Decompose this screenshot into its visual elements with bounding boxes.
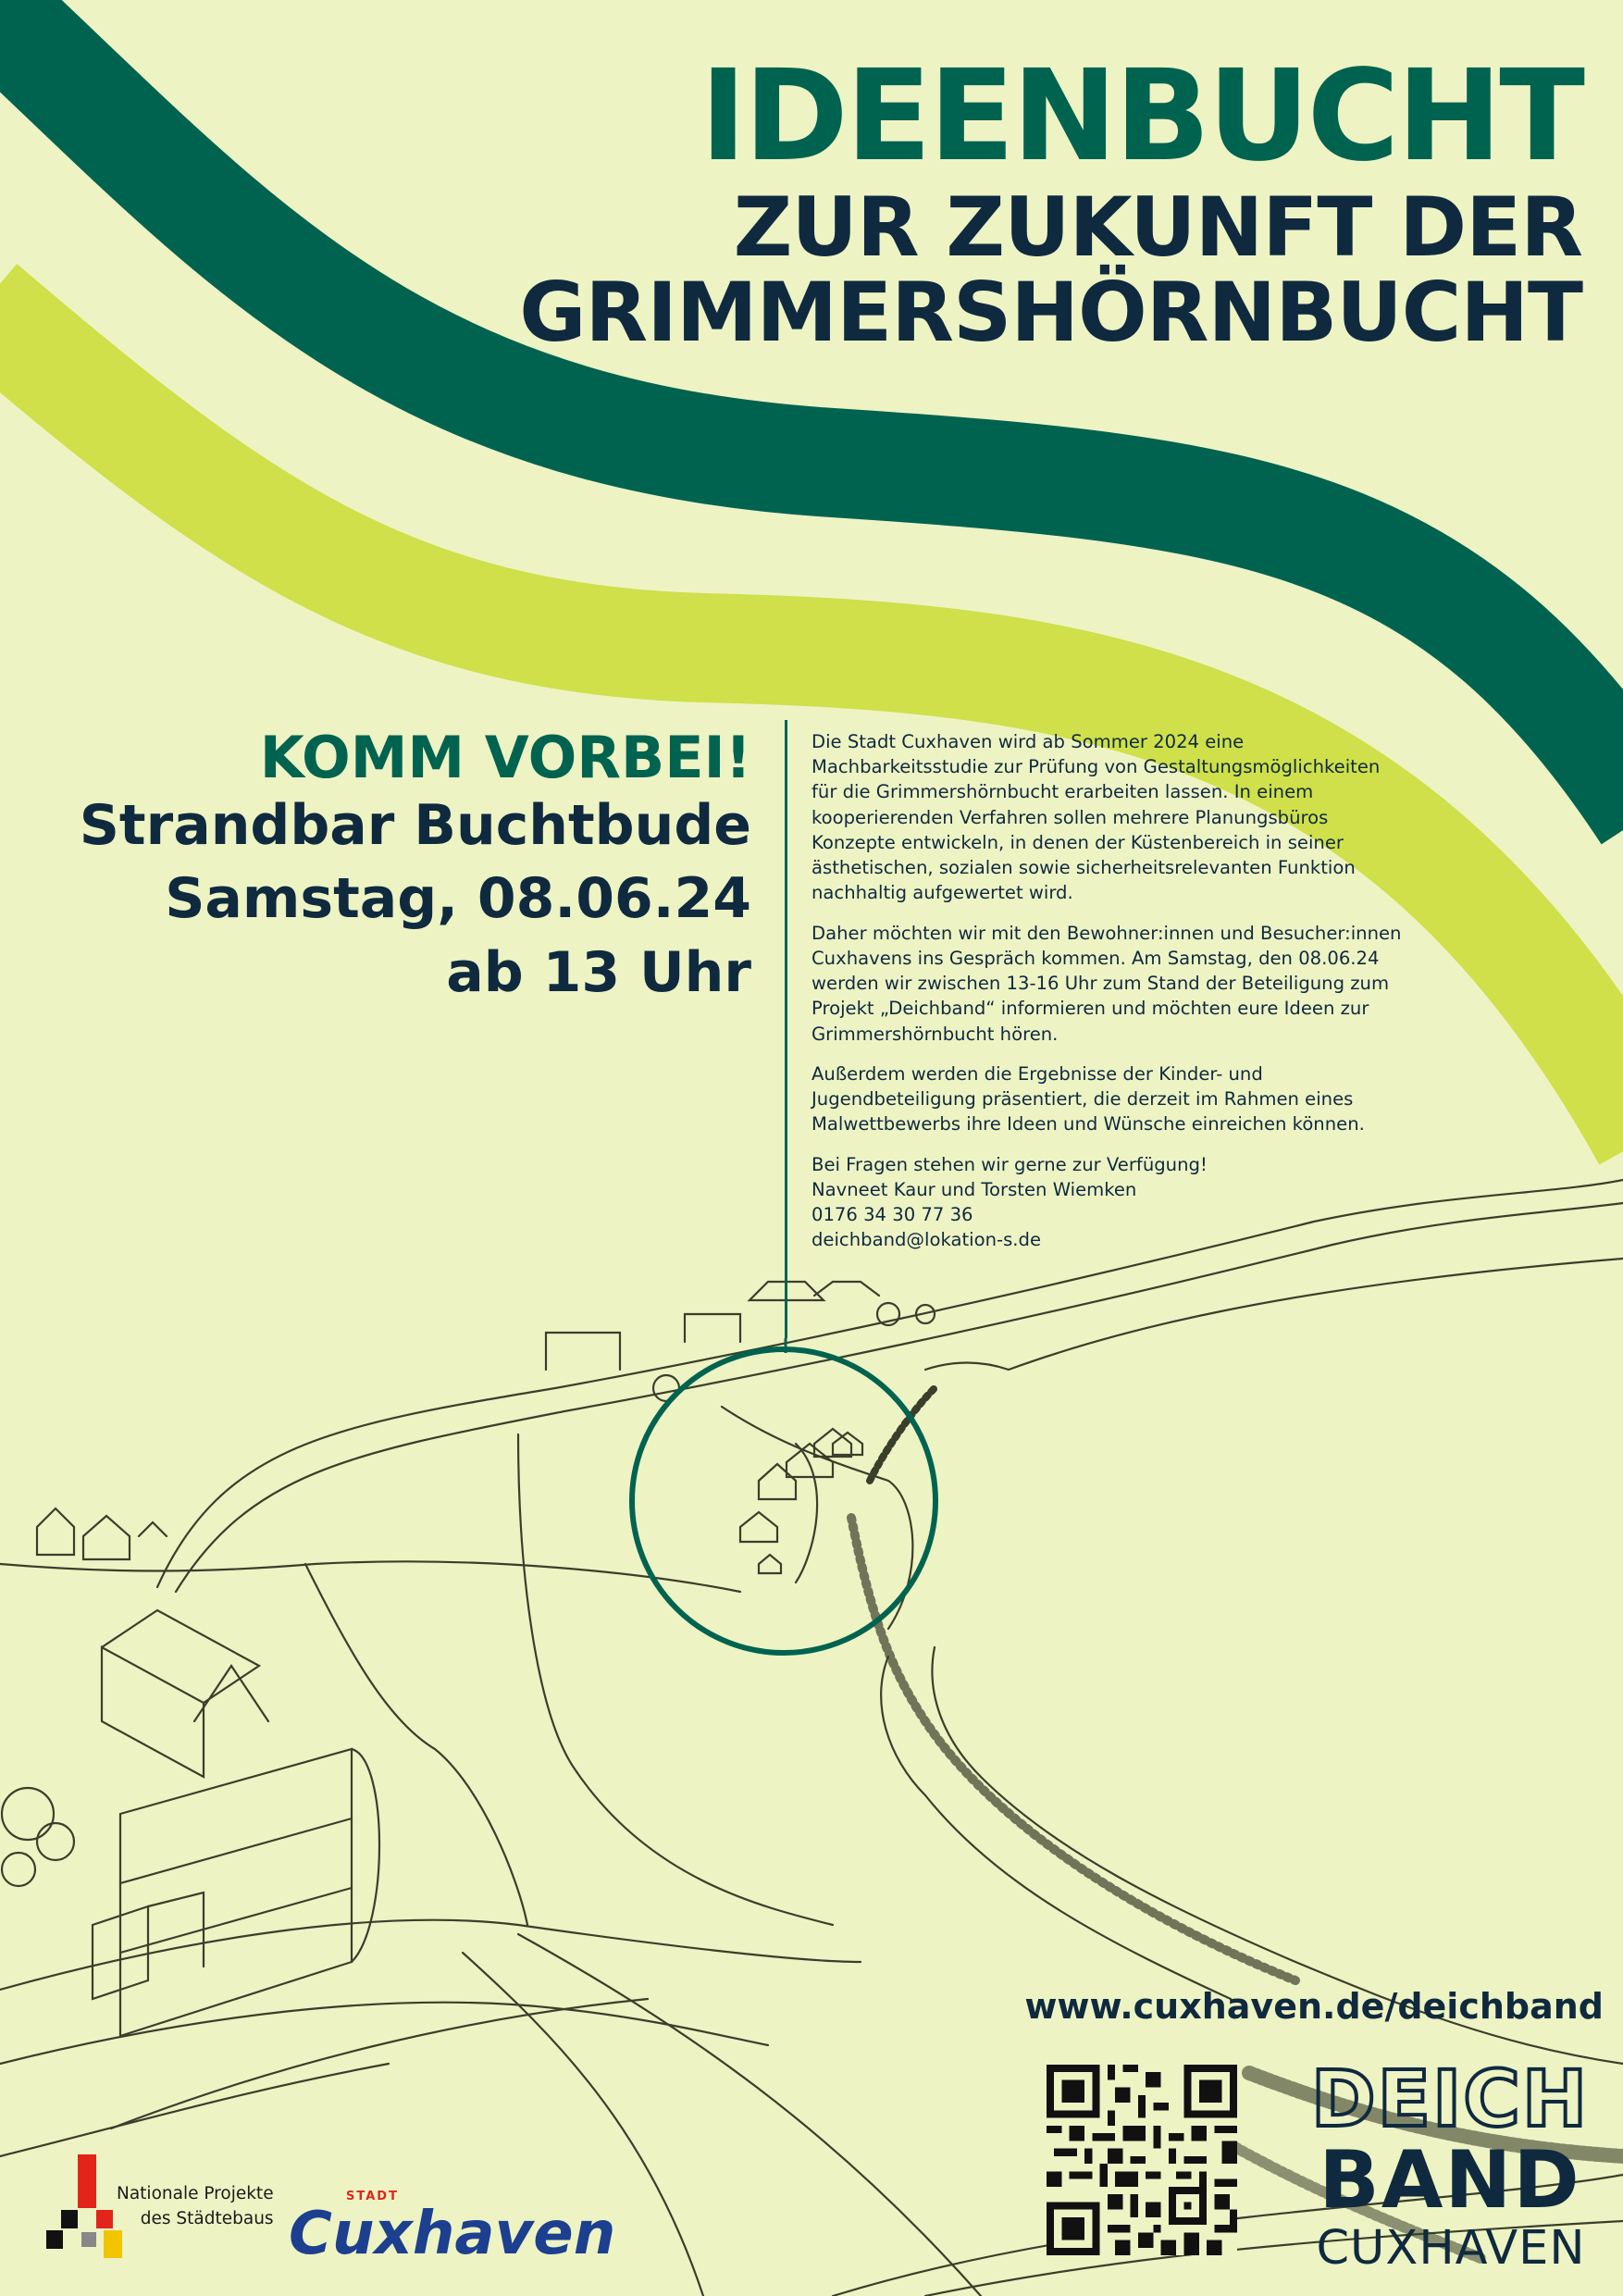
- event-time: ab 13 Uhr: [446, 939, 751, 1005]
- subtitle-line-1: ZUR ZUKUNFT DER: [733, 180, 1582, 275]
- qr-code[interactable]: [1047, 2065, 1237, 2255]
- paragraph-event: Daher möchten wir mit den Bewohner:innen und Besucher:innen Cuxhavens ins Gespräch kommen. Am Samstag, den 08.06.24 werden wir zwischen 13-16 Uhr zum Stand der Beteiligung zum Projekt „Deichband“ informieren und möchten eure Ideen zur Grimmershörnbucht hören.: [812, 922, 1402, 1045]
- deichband-word-band: BAND: [1319, 2134, 1581, 2227]
- contact-email[interactable]: deichband@lokation-s.de: [812, 1229, 1041, 1251]
- paragraph-intro: Die Stadt Cuxhaven wird ab Sommer 2024 eine Machbarkeitsstudie zur Prüfung von Gestaltungsmöglichkeiten für die Grimmershörnbucht erarbeiten lassen. In einem kooperierenden Verfahren sollen mehrere Planungsbüros Konzepte entwickeln, in denen der Küstenbereich in seiner ästhetischen, sozialen sowie sicherheitsrelevanten Funktion nachhaltig aufgewertet wird.: [812, 731, 1381, 904]
- location-circle-marker: [632, 1349, 935, 1653]
- contact-names: Navneet Kaur und Torsten Wiemken: [812, 1178, 1137, 1200]
- deichband-city: CUXHAVEN: [1316, 2221, 1586, 2276]
- cuxhaven-logo: [289, 2185, 631, 2268]
- contact-block: [812, 1152, 1404, 1253]
- nationale-projekte-text: [117, 2182, 274, 2232]
- cuxhaven-stadt-label: STADT: [346, 2190, 399, 2203]
- contact-phone[interactable]: 0176 34 30 77 36: [812, 1203, 973, 1225]
- poster-title: IDEENBUCHT: [700, 43, 1582, 190]
- website-link[interactable]: www.cuxhaven.de/deichband: [1024, 1986, 1604, 2027]
- np-line-2: des Städtebaus: [140, 2208, 274, 2228]
- event-callout: KOMM VORBEI!: [259, 724, 751, 791]
- body-text: [812, 729, 1404, 1252]
- event-venue: Strandbar Buchtbude: [79, 793, 751, 859]
- np-line-1: Nationale Projekte: [117, 2184, 274, 2203]
- subtitle-line-2: GRIMMERSHÖRNBUCHT: [519, 264, 1582, 360]
- event-info: [80, 726, 751, 1010]
- cuxhaven-wordmark: Cuxhaven: [289, 2200, 616, 2268]
- divider-line: [785, 720, 787, 1338]
- paragraph-kids: Außerdem werden die Ergebnisse der Kinder- und Jugendbeteiligung präsentiert, die derzeit im Rahmen eines Malwettbewerbs ihre Ideen und Wünsche einreichen können.: [812, 1062, 1365, 1136]
- deichband-word-deich: DEICH: [1310, 2059, 1590, 2144]
- event-date: Samstag, 08.06.24: [165, 866, 751, 932]
- poster-subtitle: [519, 180, 1582, 360]
- contact-intro: Bei Fragen stehen wir gerne zur Verfügung!: [812, 1153, 1208, 1175]
